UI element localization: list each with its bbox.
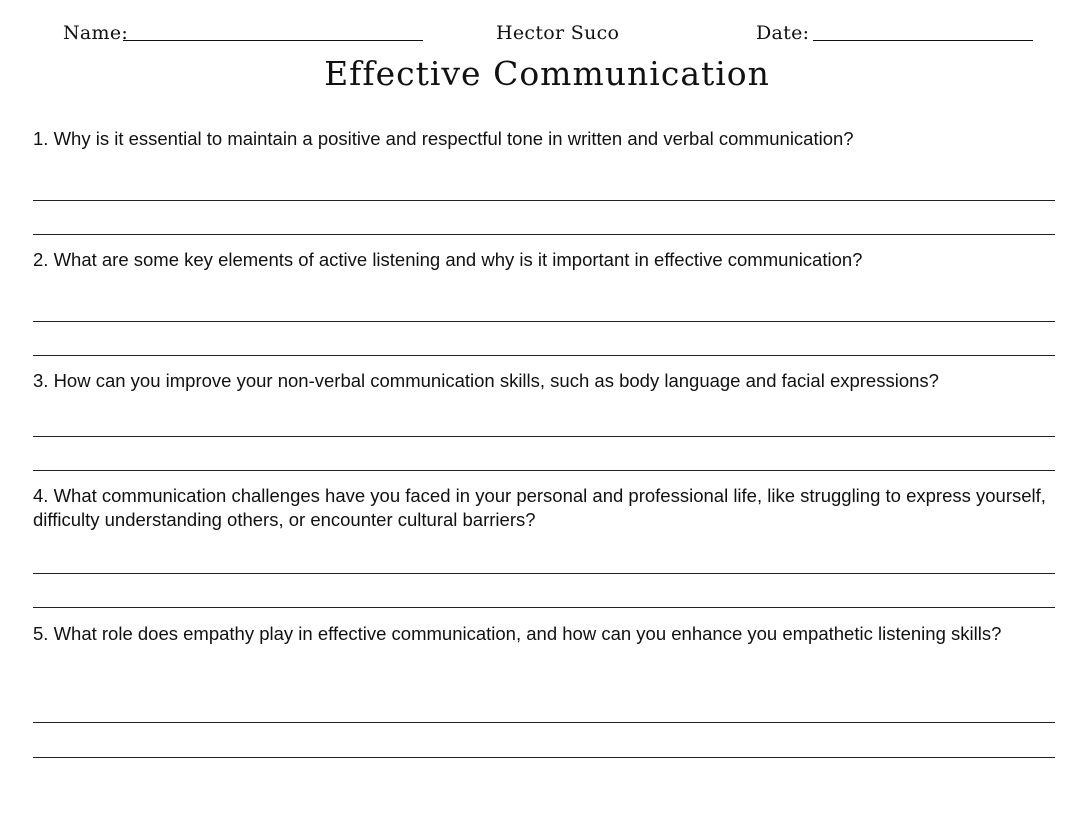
question-4: 4. What communication challenges have you faced in your personal and professional life, like struggling to express yourself, difficulty understanding others, or encounter cultural barriers? [33, 485, 1046, 530]
date-field-line[interactable] [813, 40, 1033, 41]
date-label: Date: [756, 22, 810, 44]
question-3: 3. How can you improve your non-verbal communication skills, such as body language and facial expressions? [33, 370, 939, 391]
answer-line-5b[interactable] [33, 757, 1055, 758]
answer-line-5a[interactable] [33, 722, 1055, 723]
worksheet-header [0, 18, 1080, 48]
name-field-line[interactable] [123, 40, 423, 41]
answer-line-4b[interactable] [33, 607, 1055, 608]
worksheet-title: Effective Communication [324, 54, 770, 93]
answer-line-4a[interactable] [33, 573, 1055, 574]
question-5: 5. What role does empathy play in effective communication, and how can you enhance you empathetic listening skills? [33, 623, 1002, 644]
answer-line-3a[interactable] [33, 436, 1055, 437]
answer-line-1a[interactable] [33, 200, 1055, 201]
name-label: Name: [63, 22, 129, 44]
question-1: 1. Why is it essential to maintain a positive and respectful tone in written and verbal communication? [33, 128, 854, 149]
question-2: 2. What are some key elements of active listening and why is it important in effective communication? [33, 249, 863, 270]
author-name: Hector Suco [496, 22, 620, 44]
answer-line-1b[interactable] [33, 234, 1055, 235]
answer-line-3b[interactable] [33, 470, 1055, 471]
answer-line-2b[interactable] [33, 355, 1055, 356]
answer-line-2a[interactable] [33, 321, 1055, 322]
